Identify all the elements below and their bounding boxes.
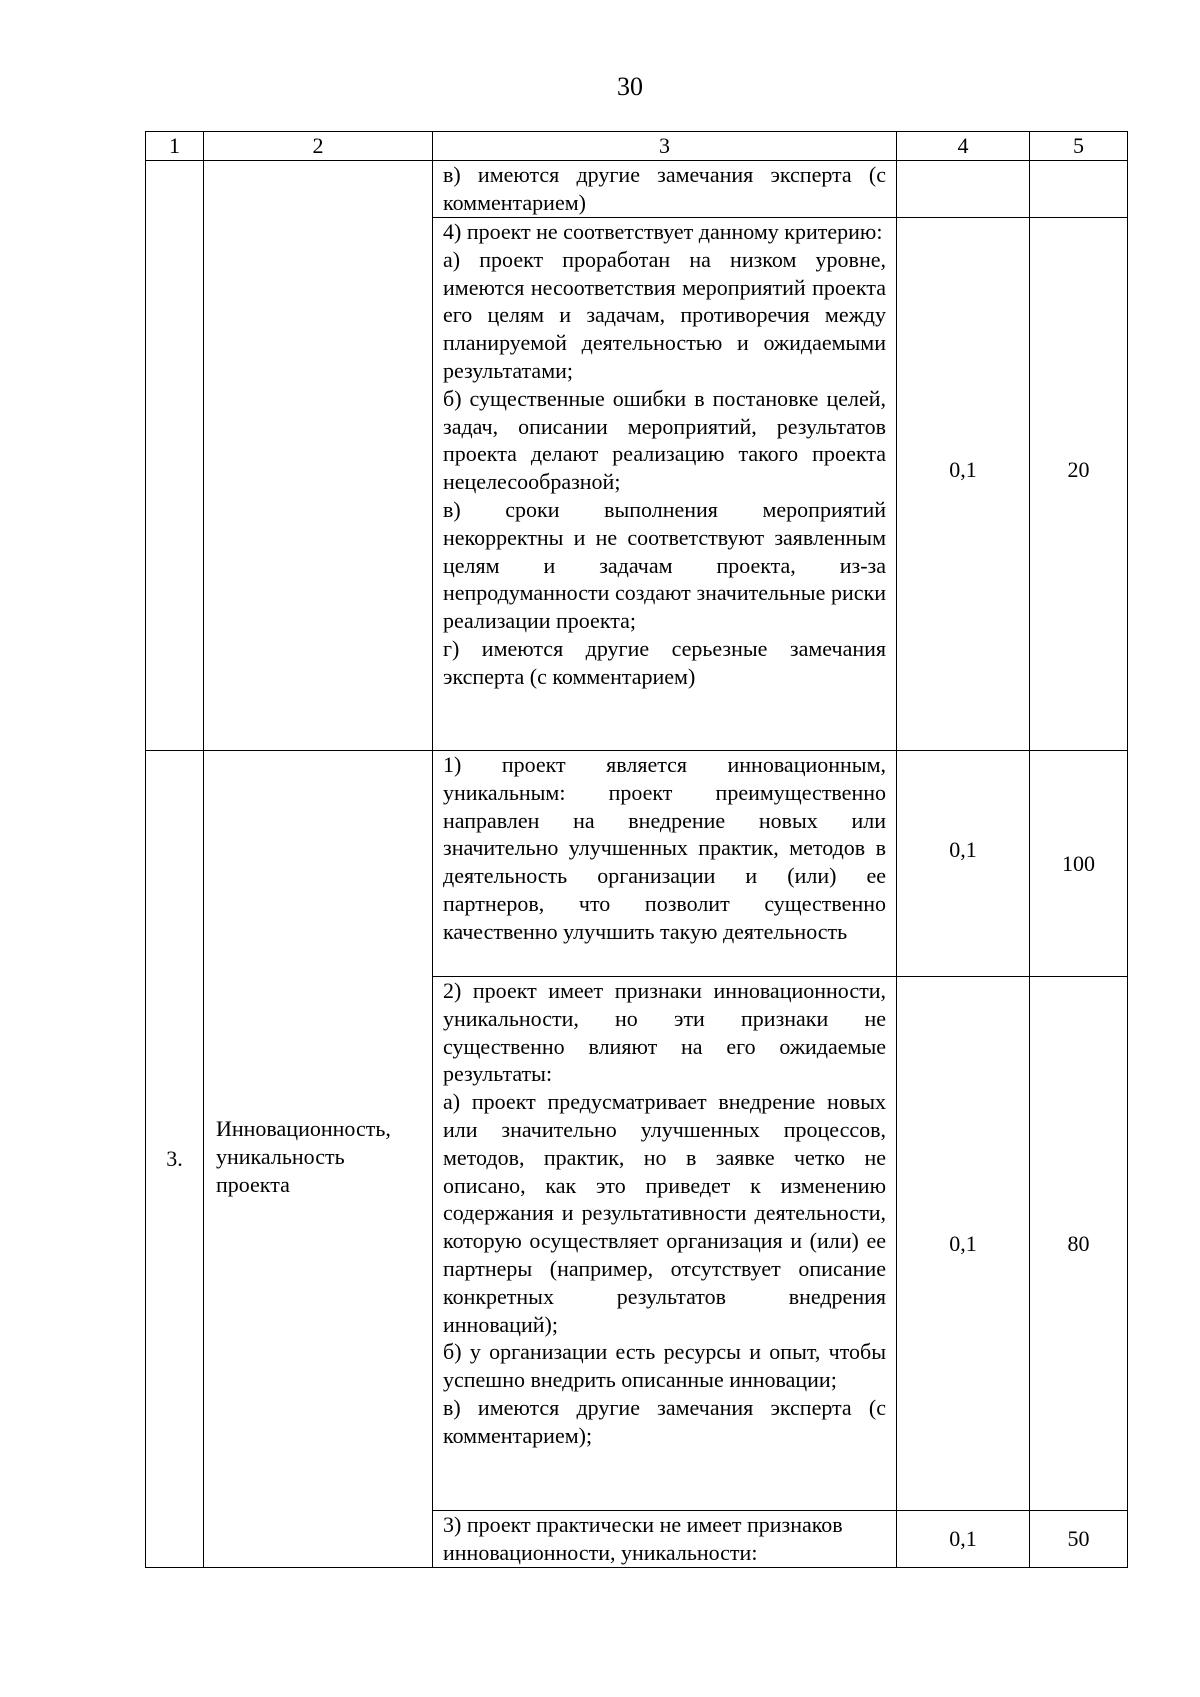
- criterion-cell: Инновационность, уникальность проекта: [204, 751, 433, 1568]
- description-cell: [433, 218, 897, 751]
- table-row: [146, 161, 1128, 218]
- table-row: [146, 751, 1128, 977]
- coefficient-cell: [897, 218, 1030, 751]
- coefficient-cell: 0,1: [897, 1511, 1030, 1568]
- score-cell: [1030, 218, 1128, 751]
- section-number-cell: 3.: [146, 751, 204, 1568]
- option-item: а) проект предусматривает внедрение новых или значительно улучшенных процессов, методов, практик, но в заявке четко не описано, как это приведет к изменению содержания и результативности деятельности, которую осуществляет организация и (или) ее партнеры (например, отсутствует описание конкретных результатов внедрения инноваций);: [443, 1089, 886, 1337]
- option-item: б) у организации есть ресурсы и опыт, чтобы успешно внедрить описанные инновации;: [443, 1339, 886, 1393]
- score-cell: 50: [1030, 1511, 1128, 1568]
- option-heading: 2) проект имеет признаки инновационности, уникальности, но эти признаки не существенно влияют на его ожидаемые результаты:: [443, 978, 886, 1087]
- coefficient-cell: [897, 751, 1030, 977]
- header-cell: 2: [204, 132, 433, 161]
- header-cell: 5: [1030, 132, 1128, 161]
- description-cell: 1) проект является инновационным, уникальным: проект преимущественно направлен на внедрение новых или значительно улучшенных практик, методов в деятельность организации и (или) ее партнеров, что позволит существенно качественно улучшить такую деятельность: [433, 751, 897, 977]
- section-number-cell: [146, 161, 204, 751]
- score-cell: 80: [1030, 977, 1128, 1511]
- option-item: г) имеются другие серьезные замечания эксперта (с комментарием): [443, 635, 886, 689]
- table-header-row: [146, 132, 1128, 161]
- coefficient-value: 0,1: [949, 836, 977, 862]
- description-cell: в) имеются другие замечания эксперта (с комментарием): [433, 161, 897, 218]
- page-number: 30: [617, 72, 643, 101]
- criterion-cell: [204, 161, 433, 751]
- header-cell: 4: [897, 132, 1030, 161]
- option-item: в) сроки выполнения мероприятий некорректны и не соответствуют заявленным целям и задачам проекта, из-за непродуманности создают значительные риски реализации проекта;: [443, 496, 886, 634]
- header-cell: 3: [433, 132, 897, 161]
- score-cell: 100: [1030, 751, 1128, 977]
- option-item: а) проект проработан на низком уровне, имеются несоответствия мероприятий проекта его целям и задачам, противоречия между планируемой деятельностью и ожидаемыми результатами;: [443, 246, 886, 383]
- criteria-table: [145, 131, 1128, 1568]
- coefficient-value: 0,1: [949, 457, 977, 483]
- option-item: в) имеются другие замечания эксперта (с комментарием);: [443, 1394, 886, 1448]
- option-item: б) существенные ошибки в постановке целей, задач, описании мероприятий, результатов проекта делают реализацию такого проекта нецелесообразной;: [443, 385, 886, 495]
- score-cell: [1030, 161, 1128, 218]
- coefficient-cell: [897, 161, 1030, 218]
- option-heading: 4) проект не соответствует данному критерию:: [443, 219, 883, 244]
- coefficient-cell: 0,1: [897, 977, 1030, 1511]
- description-cell: 3) проект практически не имеет признаков инновационности, уникальности:: [433, 1511, 897, 1568]
- description-cell: [433, 977, 897, 1511]
- score-value: 20: [1067, 457, 1090, 483]
- header-cell: 1: [146, 132, 204, 161]
